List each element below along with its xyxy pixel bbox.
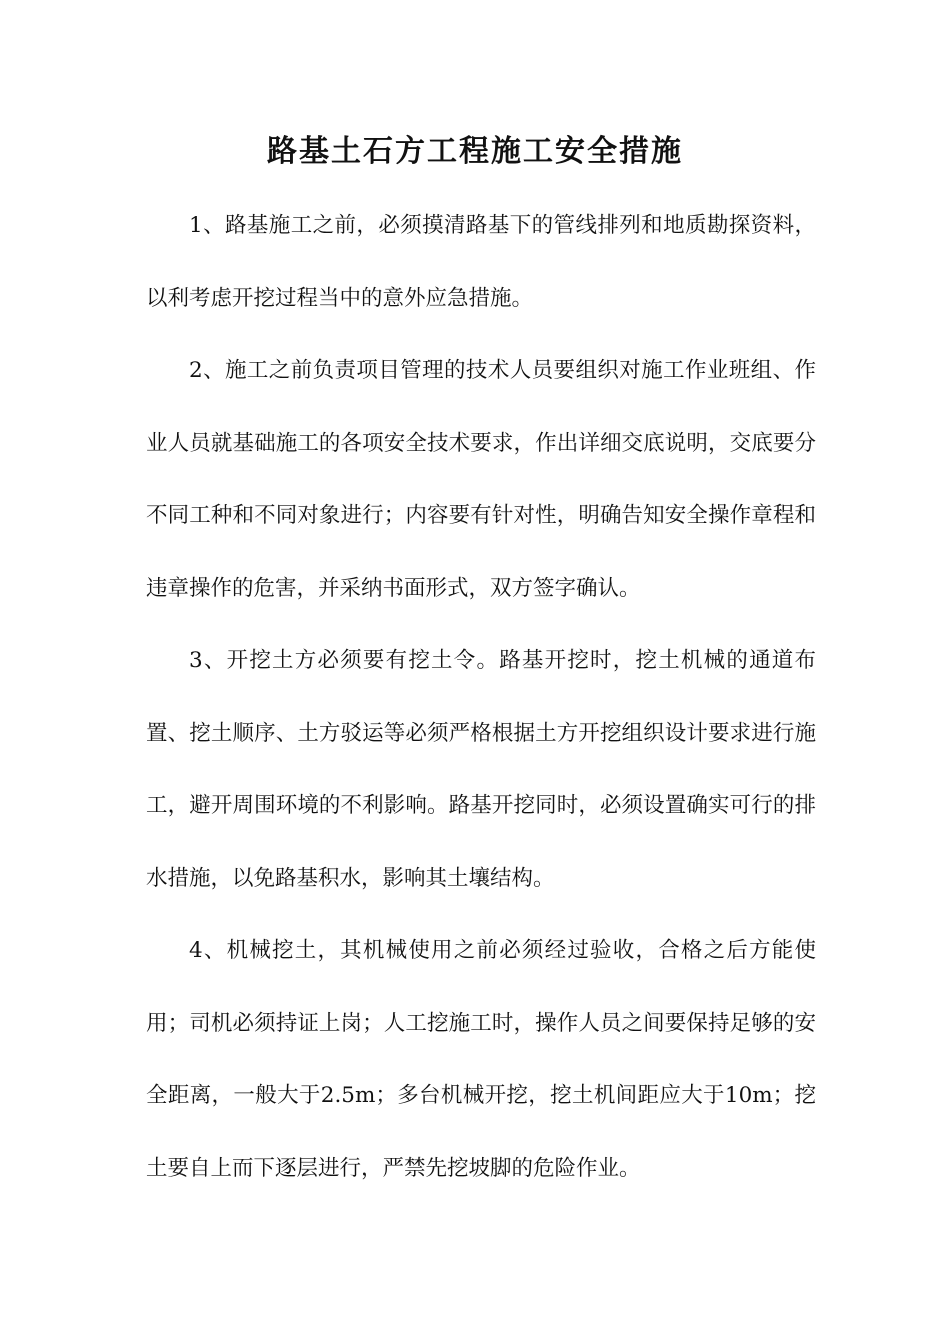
document-body (146, 190, 816, 1205)
paragraph-3: 3、开挖土方必须要有挖土令。路基开挖时，挖土机械的通道布置、挖土顺序、土方驳运等必须严格根据土方开挖组织设计要求进行施工，避开周围环境的不利影响。路基开挖同时，必须设置确实可行的排水措施，以免路基积水，影响其土壤结构。 (146, 648, 816, 891)
document-title: 路基土石方工程施工安全措施 (267, 134, 683, 169)
paragraph-1: 1、路基施工之前，必须摸清路基下的管线排列和地质勘探资料，以利考虑开挖过程当中的意外应急措施。 (146, 213, 816, 311)
paragraph-4: 4、机械挖土，其机械使用之前必须经过验收，合格之后方能使用；司机必须持证上岗；人工挖施工时，操作人员之间要保持足够的安全距离，一般大于2.5m；多台机械开挖，挖土机间距应大于10m；挖土要自上而下逐层进行，严禁先挖坡脚的危险作业。 (146, 938, 816, 1181)
paragraph-2: 2、施工之前负责项目管理的技术人员要组织对施工作业班组、作业人员就基础施工的各项安全技术要求，作出详细交底说明，交底要分不同工种和不同对象进行；内容要有针对性，明确告知安全操作章程和违章操作的危害，并采纳书面形式，双方签字确认。 (146, 358, 816, 601)
